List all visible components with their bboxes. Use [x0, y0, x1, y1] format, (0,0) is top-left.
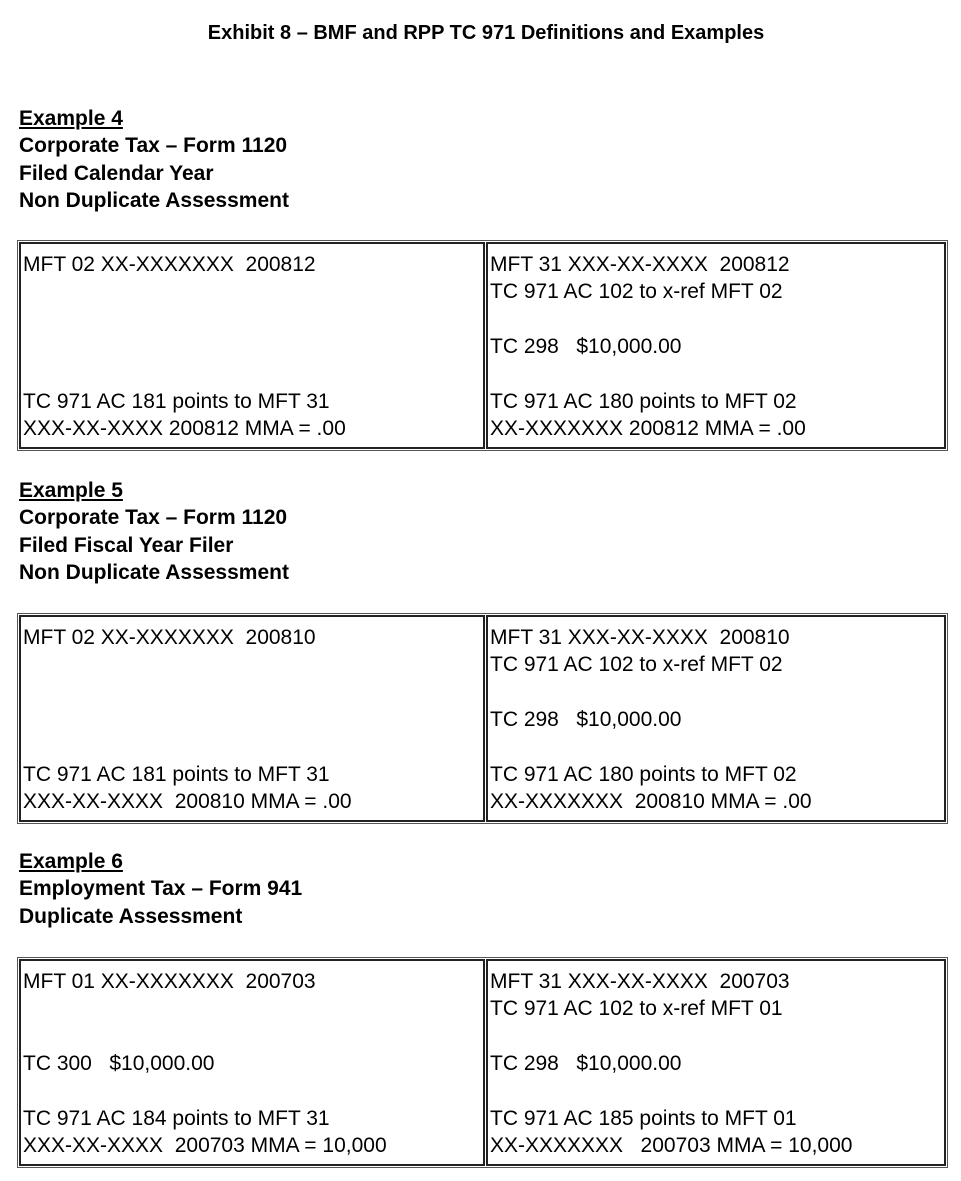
cell-text-line: TC 971 AC 102 to x-ref MFT 02 — [490, 280, 783, 304]
cell-text-line: TC 971 AC 185 points to MFT 01 — [490, 1106, 797, 1130]
cell-text-line: MFT 31 XXX-XX-XXXX 200703 — [490, 970, 790, 993]
cell-text-line — [490, 1078, 944, 1105]
cell-text-line: XXX-XX-XXXX 200703 MMA = 10,000 — [23, 1134, 387, 1158]
example-label: Example 4 — [19, 107, 123, 130]
cell-text-line: TC 298 $10,000.00 — [490, 1052, 682, 1076]
cell-text-line — [490, 306, 944, 333]
example-heading — [19, 477, 289, 587]
cell-text-line: TC 971 AC 180 points to MFT 02 — [490, 762, 797, 786]
example-description-line: Duplicate Assessment — [19, 904, 243, 928]
example-description-line: Non Duplicate Assessment — [19, 561, 289, 585]
example-label: Example 5 — [19, 479, 123, 502]
cell-text-line — [23, 679, 483, 706]
example-description-line: Corporate Tax – Form 1120 — [19, 506, 288, 530]
cell-text-line — [23, 651, 483, 678]
cell-text-line: XXX-XX-XXXX 200810 MMA = .00 — [23, 790, 352, 814]
cell-text-line: TC 298 $10,000.00 — [490, 708, 682, 732]
example-table — [17, 613, 948, 824]
cell-text-line: XX-XXXXXXX 200703 MMA = 10,000 — [490, 1134, 853, 1158]
cell-text-line: TC 971 AC 181 points to MFT 31 — [23, 762, 330, 786]
cell-text-line: MFT 31 XXX-XX-XXXX 200810 — [490, 626, 790, 649]
cell-text-line — [23, 706, 483, 733]
cell-text-line: XXX-XX-XXXX 200812 MMA = .00 — [23, 417, 346, 441]
account-cell-right — [486, 242, 946, 449]
cell-text-line: XX-XXXXXXX 200812 MMA = .00 — [490, 417, 806, 441]
account-cell-right — [486, 615, 946, 822]
example-label: Example 6 — [19, 850, 123, 873]
cell-text-line — [23, 306, 483, 333]
cell-text-line: MFT 02 XX-XXXXXXX 200812 — [23, 253, 316, 276]
cell-text-line: MFT 01 XX-XXXXXXX 200703 — [23, 970, 316, 993]
cell-text-line: TC 300 $10,000.00 — [23, 1052, 215, 1076]
cell-text-line — [23, 995, 483, 1022]
example-heading — [19, 105, 289, 215]
cell-text-line — [490, 1023, 944, 1050]
example-description-line: Employment Tax – Form 941 — [19, 877, 303, 901]
cell-text-line — [23, 734, 483, 761]
cell-text-line: TC 298 $10,000.00 — [490, 335, 682, 359]
cell-text-line — [23, 278, 483, 305]
example-description-line: Filed Fiscal Year Filer — [19, 533, 234, 557]
cell-text-line — [23, 1078, 483, 1105]
cell-text-line: TC 971 AC 180 points to MFT 02 — [490, 389, 797, 413]
example-table — [17, 957, 948, 1168]
example-description-line: Filed Calendar Year — [19, 161, 214, 185]
cell-text-line: TC 971 AC 181 points to MFT 31 — [23, 389, 330, 413]
example-description-line: Non Duplicate Assessment — [19, 189, 289, 213]
cell-text-line: TC 971 AC 184 points to MFT 31 — [23, 1106, 330, 1130]
cell-text-line — [490, 679, 944, 706]
exhibit-title: Exhibit 8 – BMF and RPP TC 971 Definitions and Examples — [207, 22, 765, 44]
account-cell-left — [19, 615, 485, 822]
cell-text-line — [23, 361, 483, 388]
account-cell-right — [486, 959, 946, 1166]
cell-text-line: MFT 31 XXX-XX-XXXX 200812 — [490, 253, 790, 276]
cell-text-line — [23, 333, 483, 360]
example-table — [17, 240, 948, 451]
cell-text-line — [23, 1023, 483, 1050]
cell-text-line: TC 971 AC 102 to x-ref MFT 02 — [490, 653, 783, 677]
account-cell-left — [19, 242, 485, 449]
cell-text-line — [490, 361, 944, 388]
example-description-line: Corporate Tax – Form 1120 — [19, 134, 288, 158]
cell-text-line: XX-XXXXXXX 200810 MMA = .00 — [490, 790, 812, 814]
cell-text-line: MFT 02 XX-XXXXXXX 200810 — [23, 626, 316, 649]
account-cell-left — [19, 959, 485, 1166]
example-heading — [19, 848, 302, 930]
cell-text-line — [490, 734, 944, 761]
cell-text-line: TC 971 AC 102 to x-ref MFT 01 — [490, 997, 783, 1021]
